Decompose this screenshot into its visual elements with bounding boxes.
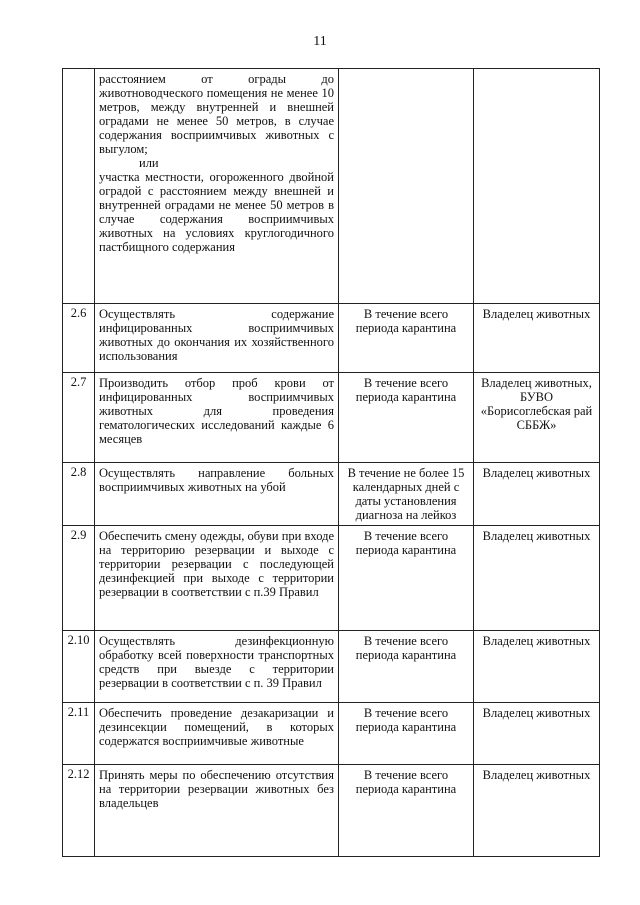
row-number: 2.11 [63, 703, 95, 765]
term-cell: В течение всего периода карантина [339, 373, 474, 463]
table-row [63, 373, 600, 463]
term-cell: В течение всего периода карантина [339, 304, 474, 373]
action-cell: Обеспечить проведение дезакаризации и дезинсекции помещений, в которых содержатся восприимчивые животные [95, 703, 339, 765]
continuation-text-1: расстоянием от ограды до животноводческого помещения не менее 10 метров, между внутренней и внешней оградами не менее 50 метров, в случае содержания восприимчивых животных с выгулом; [99, 72, 334, 156]
action-cell: Принять меры по обеспечению отсутствия на территории резервации животных без владельцев [95, 765, 339, 857]
responsible-cell [474, 69, 600, 304]
term-cell [339, 69, 474, 304]
continuation-or: или [139, 156, 159, 170]
table-row [63, 703, 600, 765]
responsible-cell: Владелец животных [474, 526, 600, 631]
table-row [63, 463, 600, 526]
row-number: 2.7 [63, 373, 95, 463]
row-number: 2.10 [63, 631, 95, 703]
table-row [63, 631, 600, 703]
term-cell: В течение всего периода карантина [339, 631, 474, 703]
responsible-cell: Владелец животных [474, 703, 600, 765]
term-cell: В течение не более 15 календарных дней с даты установления диагноза на лейкоз [339, 463, 474, 526]
responsible-cell: Владелец животных [474, 463, 600, 526]
action-cell [95, 69, 339, 304]
action-cell: Производить отбор проб крови от инфицированных восприимчивых животных для проведения гематологических исследований каждые 6 месяцев [95, 373, 339, 463]
table-row [63, 765, 600, 857]
responsible-cell: Владелец животных [474, 765, 600, 857]
action-cell: Осуществлять дезинфекционную обработку всей поверхности транспортных средств при выезде с территории резервации в соответствии с п. 39 Правил [95, 631, 339, 703]
table-row-continuation [63, 69, 600, 304]
term-cell: В течение всего периода карантина [339, 765, 474, 857]
term-cell: В течение всего периода карантина [339, 526, 474, 631]
table-row [63, 526, 600, 631]
row-number: 2.9 [63, 526, 95, 631]
table-row [63, 304, 600, 373]
action-cell: Осуществлять направление больных восприимчивых животных на убой [95, 463, 339, 526]
responsible-cell: Владелец животных [474, 631, 600, 703]
row-number: 2.12 [63, 765, 95, 857]
row-number [63, 69, 95, 304]
responsible-cell: Владелец животных, БУВО «Борисоглебская рай СББЖ» [474, 373, 600, 463]
page-number: 11 [313, 34, 327, 49]
term-cell: В течение всего периода карантина [339, 703, 474, 765]
action-cell: Обеспечить смену одежды, обуви при входе на территорию резервации и выходе с территории резервации с последующей дезинфекцией при выходе с территории резервации в соответствии с п.39 Правил [95, 526, 339, 631]
row-number: 2.8 [63, 463, 95, 526]
continuation-text-2: участка местности, огороженного двойной оградой с расстоянием между внешней и внутренней оградами не менее 50 метров в случае содержания восприимчивых животных на условиях круглогодичного пастбищного содержания [99, 170, 334, 254]
quarantine-measures-table [62, 68, 600, 857]
action-cell: Осуществлять содержание инфицированных восприимчивых животных до окончания их хозяйственного использования [95, 304, 339, 373]
row-number: 2.6 [63, 304, 95, 373]
responsible-cell: Владелец животных [474, 304, 600, 373]
